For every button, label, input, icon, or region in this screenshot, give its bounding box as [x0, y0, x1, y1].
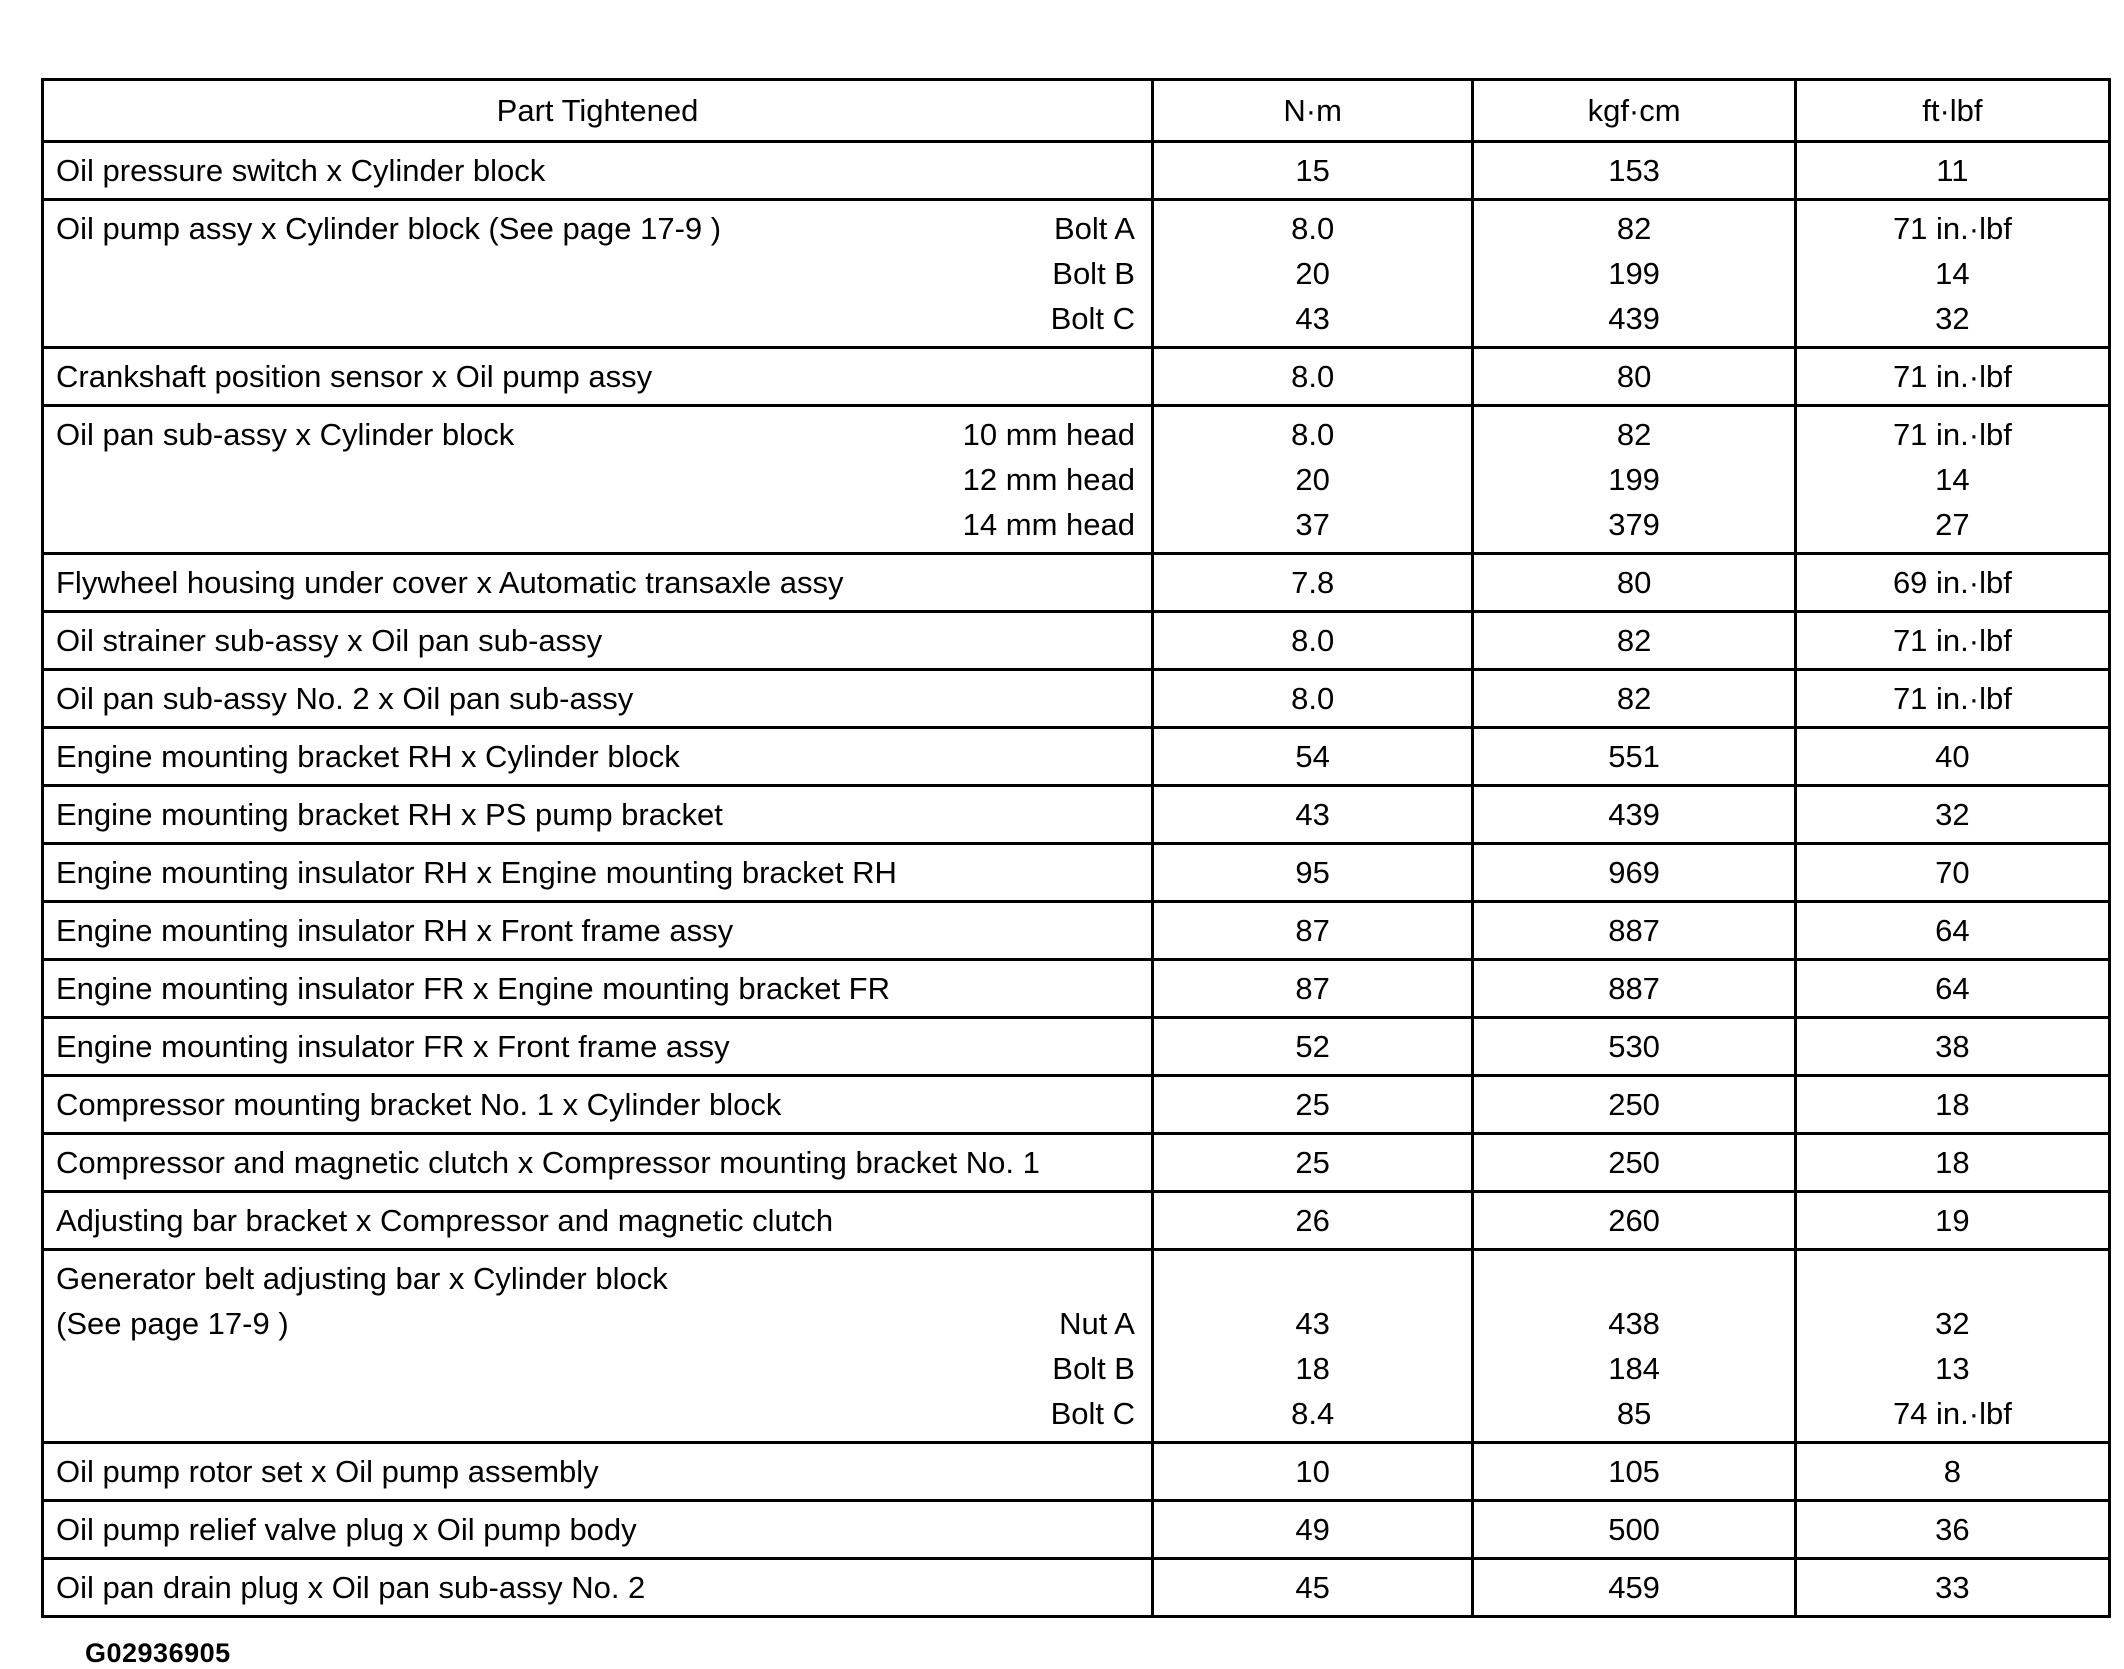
part-tightened-cell — [43, 142, 1153, 200]
part-name: Oil pressure switch x Cylinder block — [56, 153, 546, 188]
torque-value: 43 — [1295, 797, 1330, 832]
part-line — [56, 1507, 1135, 1552]
torque-value: 87 — [1295, 913, 1330, 948]
part-tightened-cell — [43, 406, 1153, 554]
value-cell-ftlbf — [1795, 612, 2109, 670]
value-cell-kgfcm — [1473, 728, 1795, 786]
value-cell-nm — [1152, 348, 1472, 406]
value-cell-nm — [1152, 1501, 1472, 1559]
torque-spec-table — [41, 78, 2111, 1618]
part-tightened-cell — [43, 200, 1153, 348]
part-name: Adjusting bar bracket x Compressor and magnetic clutch — [56, 1203, 834, 1238]
torque-value: 379 — [1608, 507, 1660, 542]
part-line — [56, 457, 1135, 502]
part-line — [56, 502, 1135, 547]
part-line — [56, 676, 1135, 721]
torque-value: 530 — [1608, 1029, 1660, 1064]
torque-value: 82 — [1616, 623, 1652, 658]
part-name: Oil pump rotor set x Oil pump assembly — [56, 1454, 599, 1489]
torque-value: 969 — [1608, 855, 1660, 890]
torque-value: 36 — [1935, 1512, 1970, 1547]
value-cell-nm — [1152, 960, 1472, 1018]
torque-value: 439 — [1608, 301, 1660, 336]
part-line — [56, 1140, 1135, 1185]
part-line — [56, 1346, 1135, 1391]
value-cell-kgfcm — [1473, 1250, 1795, 1443]
column-header-kgfcm: kgf·cm — [1473, 80, 1795, 142]
torque-value: 71 in.·lbf — [1892, 681, 2012, 716]
torque-value: 8.0 — [1291, 681, 1335, 716]
value-cell-ftlbf — [1795, 1501, 2109, 1559]
part-name: Flywheel housing under cover x Automatic transaxle assy — [56, 565, 844, 600]
table-row — [43, 1559, 2110, 1617]
table-row — [43, 1501, 2110, 1559]
table-row — [43, 1250, 2110, 1443]
torque-value: 82 — [1616, 681, 1652, 716]
part-line — [56, 908, 1135, 953]
part-name: Crankshaft position sensor x Oil pump assy — [56, 359, 653, 394]
value-cell-nm — [1152, 554, 1472, 612]
value-cell-kgfcm — [1473, 348, 1795, 406]
value-cell-ftlbf — [1795, 142, 2109, 200]
table-row — [43, 1018, 2110, 1076]
torque-value: 82 — [1616, 417, 1652, 452]
torque-value: 80 — [1616, 565, 1652, 600]
part-tightened-cell — [43, 1018, 1153, 1076]
part-name: (See page 17-9 ) — [56, 1306, 289, 1341]
table-row — [43, 670, 2110, 728]
part-tightened-cell — [43, 1250, 1153, 1443]
torque-value: 69 in.·lbf — [1892, 565, 2012, 600]
part-line — [56, 560, 1135, 605]
value-cell-ftlbf — [1795, 1134, 2109, 1192]
torque-value: 33 — [1935, 1570, 1970, 1605]
value-cell-ftlbf — [1795, 1076, 2109, 1134]
torque-value: 459 — [1608, 1570, 1660, 1605]
torque-value: 26 — [1295, 1203, 1330, 1238]
part-tightened-cell — [43, 1501, 1153, 1559]
value-cell-kgfcm — [1473, 1501, 1795, 1559]
value-cell-nm — [1152, 142, 1472, 200]
part-name: Oil strainer sub-assy x Oil pan sub-assy — [56, 623, 603, 658]
fastener-sub-label: 12 mm head — [962, 462, 1135, 497]
column-header-nm: N·m — [1152, 80, 1472, 142]
value-cell-nm — [1152, 406, 1472, 554]
part-line — [56, 251, 1135, 296]
torque-value: 18 — [1295, 1351, 1330, 1386]
table-row — [43, 200, 2110, 348]
part-name: Engine mounting bracket RH x PS pump bracket — [56, 797, 723, 832]
fastener-sub-label: 14 mm head — [962, 507, 1135, 542]
torque-value: 250 — [1608, 1145, 1660, 1180]
torque-value: 71 in.·lbf — [1892, 623, 2012, 658]
torque-value: 14 — [1935, 256, 1970, 291]
value-cell-nm — [1152, 844, 1472, 902]
part-name: Engine mounting insulator RH x Engine mounting bracket RH — [56, 855, 897, 890]
torque-value: 7.8 — [1291, 565, 1335, 600]
torque-value: 439 — [1608, 797, 1660, 832]
fastener-sub-label: Bolt A — [1053, 211, 1135, 246]
torque-value: 74 in.·lbf — [1892, 1396, 2012, 1431]
value-cell-kgfcm — [1473, 1134, 1795, 1192]
value-cell-ftlbf — [1795, 554, 2109, 612]
part-name: Oil pan sub-assy No. 2 x Oil pan sub-assy — [56, 681, 634, 716]
table-row — [43, 348, 2110, 406]
part-name: Oil pan drain plug x Oil pan sub-assy No. 2 — [56, 1570, 646, 1605]
value-cell-kgfcm — [1473, 1018, 1795, 1076]
part-line — [56, 354, 1135, 399]
part-name: Compressor mounting bracket No. 1 x Cylinder block — [56, 1087, 782, 1122]
torque-value: 95 — [1295, 855, 1330, 890]
value-cell-ftlbf — [1795, 728, 2109, 786]
torque-value: 52 — [1295, 1029, 1330, 1064]
torque-value: 38 — [1935, 1029, 1970, 1064]
value-cell-ftlbf — [1795, 406, 2109, 554]
torque-value: 54 — [1295, 739, 1330, 774]
table-header-row — [43, 80, 2110, 142]
torque-value: 32 — [1935, 1306, 1970, 1341]
fastener-sub-label: Bolt C — [1050, 301, 1135, 336]
value-cell-nm — [1152, 1559, 1472, 1617]
value-cell-kgfcm — [1473, 902, 1795, 960]
torque-value: 25 — [1295, 1087, 1330, 1122]
torque-value: 32 — [1935, 797, 1970, 832]
table-row — [43, 844, 2110, 902]
torque-value: 887 — [1608, 913, 1660, 948]
fastener-sub-label: 10 mm head — [962, 417, 1135, 452]
part-line — [56, 1256, 1135, 1301]
value-cell-nm — [1152, 1018, 1472, 1076]
torque-value: 10 — [1295, 1454, 1330, 1489]
torque-value: 49 — [1295, 1512, 1330, 1547]
part-tightened-cell — [43, 960, 1153, 1018]
torque-value: 8.0 — [1291, 211, 1335, 246]
value-cell-kgfcm — [1473, 612, 1795, 670]
torque-value: 32 — [1935, 301, 1970, 336]
torque-value: 105 — [1608, 1454, 1660, 1489]
torque-value: 80 — [1616, 359, 1652, 394]
part-line — [56, 618, 1135, 663]
value-cell-nm — [1152, 786, 1472, 844]
part-line — [56, 1391, 1135, 1436]
value-cell-ftlbf — [1795, 1443, 2109, 1501]
part-tightened-cell — [43, 1076, 1153, 1134]
part-name: Oil pump relief valve plug x Oil pump body — [56, 1512, 637, 1547]
torque-value: 8.0 — [1291, 417, 1335, 452]
torque-value: 18 — [1935, 1145, 1970, 1180]
value-cell-ftlbf — [1795, 844, 2109, 902]
part-tightened-cell — [43, 1559, 1153, 1617]
torque-value: 64 — [1935, 971, 1970, 1006]
torque-value: 71 in.·lbf — [1892, 417, 2012, 452]
table-row — [43, 1443, 2110, 1501]
value-cell-nm — [1152, 200, 1472, 348]
part-name: Engine mounting insulator FR x Front frame assy — [56, 1029, 730, 1064]
part-tightened-cell — [43, 670, 1153, 728]
part-tightened-cell — [43, 786, 1153, 844]
torque-value: 37 — [1295, 507, 1330, 542]
value-cell-kgfcm — [1473, 554, 1795, 612]
torque-value: 8.0 — [1291, 359, 1335, 394]
part-tightened-cell — [43, 1443, 1153, 1501]
torque-value: 551 — [1608, 739, 1660, 774]
torque-value — [1805, 1256, 2100, 1301]
part-line — [56, 792, 1135, 837]
value-cell-ftlbf — [1795, 1192, 2109, 1250]
torque-value: 500 — [1608, 1512, 1660, 1547]
torque-value: 25 — [1295, 1145, 1330, 1180]
value-cell-nm — [1152, 728, 1472, 786]
torque-value: 27 — [1935, 507, 1970, 542]
part-line — [56, 412, 1135, 457]
value-cell-kgfcm — [1473, 1443, 1795, 1501]
part-name: Compressor and magnetic clutch x Compressor mounting bracket No. 1 — [56, 1145, 1040, 1180]
value-cell-ftlbf — [1795, 200, 2109, 348]
part-name: Engine mounting insulator FR x Engine mounting bracket FR — [56, 971, 890, 1006]
value-cell-nm — [1152, 902, 1472, 960]
value-cell-nm — [1152, 1443, 1472, 1501]
fastener-sub-label: Bolt B — [1052, 1351, 1135, 1386]
part-line — [56, 1198, 1135, 1243]
part-line — [56, 296, 1135, 341]
value-cell-kgfcm — [1473, 1559, 1795, 1617]
part-line — [56, 148, 1135, 193]
value-cell-ftlbf — [1795, 348, 2109, 406]
torque-value: 64 — [1935, 913, 1970, 948]
torque-value: 15 — [1295, 153, 1330, 188]
part-name: Oil pan sub-assy x Cylinder block — [56, 417, 515, 452]
torque-value: 20 — [1295, 256, 1330, 291]
value-cell-kgfcm — [1473, 844, 1795, 902]
torque-value: 45 — [1295, 1570, 1330, 1605]
fastener-sub-label: Bolt B — [1052, 256, 1135, 291]
torque-table-body — [43, 142, 2110, 1617]
part-line — [56, 734, 1135, 779]
fastener-sub-label: Nut A — [1059, 1306, 1135, 1341]
torque-value: 14 — [1935, 462, 1970, 497]
part-name: Oil pump assy x Cylinder block (See page 17-9 ) — [56, 211, 722, 246]
figure-code: G02936905 — [85, 1638, 231, 1668]
torque-value: 82 — [1616, 211, 1652, 246]
torque-value: 260 — [1608, 1203, 1660, 1238]
torque-value: 438 — [1608, 1306, 1660, 1341]
value-cell-nm — [1152, 1192, 1472, 1250]
value-cell-nm — [1152, 1250, 1472, 1443]
part-name: Engine mounting bracket RH x Cylinder block — [56, 739, 680, 774]
value-cell-nm — [1152, 612, 1472, 670]
torque-value: 8.0 — [1291, 623, 1335, 658]
torque-value: 85 — [1616, 1396, 1652, 1431]
value-cell-ftlbf — [1795, 902, 2109, 960]
part-tightened-cell — [43, 554, 1153, 612]
torque-value — [1482, 1256, 1785, 1301]
table-row — [43, 786, 2110, 844]
table-row — [43, 406, 2110, 554]
part-tightened-cell — [43, 612, 1153, 670]
value-cell-ftlbf — [1795, 1250, 2109, 1443]
torque-value: 87 — [1295, 971, 1330, 1006]
table-row — [43, 142, 2110, 200]
value-cell-ftlbf — [1795, 1018, 2109, 1076]
value-cell-nm — [1152, 1134, 1472, 1192]
table-row — [43, 902, 2110, 960]
part-line — [56, 966, 1135, 1011]
torque-value: 153 — [1608, 153, 1660, 188]
torque-value: 43 — [1295, 301, 1330, 336]
torque-value — [1162, 1256, 1463, 1301]
part-tightened-cell — [43, 728, 1153, 786]
part-line — [56, 1024, 1135, 1069]
torque-value: 11 — [1936, 153, 1969, 188]
value-cell-kgfcm — [1473, 670, 1795, 728]
table-row — [43, 1192, 2110, 1250]
value-cell-kgfcm — [1473, 142, 1795, 200]
document-page — [41, 78, 2111, 1668]
torque-value: 20 — [1295, 462, 1330, 497]
torque-value: 70 — [1935, 855, 1970, 890]
torque-value: 40 — [1935, 739, 1970, 774]
table-row — [43, 612, 2110, 670]
part-line — [56, 1565, 1135, 1610]
value-cell-ftlbf — [1795, 786, 2109, 844]
torque-value: 43 — [1295, 1306, 1330, 1341]
torque-value: 199 — [1608, 462, 1660, 497]
part-tightened-cell — [43, 1192, 1153, 1250]
value-cell-kgfcm — [1473, 786, 1795, 844]
torque-value: 250 — [1608, 1087, 1660, 1122]
torque-value: 8.4 — [1291, 1396, 1335, 1431]
torque-value: 184 — [1608, 1351, 1660, 1386]
value-cell-kgfcm — [1473, 1192, 1795, 1250]
torque-value: 887 — [1608, 971, 1660, 1006]
fastener-sub-label: Bolt C — [1050, 1396, 1135, 1431]
value-cell-kgfcm — [1473, 406, 1795, 554]
value-cell-kgfcm — [1473, 1076, 1795, 1134]
torque-value: 19 — [1935, 1203, 1970, 1238]
value-cell-ftlbf — [1795, 960, 2109, 1018]
value-cell-ftlbf — [1795, 1559, 2109, 1617]
part-line — [56, 206, 1135, 251]
part-line — [56, 850, 1135, 895]
part-tightened-cell — [43, 844, 1153, 902]
table-row — [43, 554, 2110, 612]
part-tightened-cell — [43, 348, 1153, 406]
part-line — [56, 1082, 1135, 1127]
value-cell-kgfcm — [1473, 200, 1795, 348]
table-row — [43, 960, 2110, 1018]
torque-value: 18 — [1935, 1087, 1970, 1122]
torque-value: 71 in.·lbf — [1892, 359, 2012, 394]
part-line — [56, 1301, 1135, 1346]
value-cell-nm — [1152, 670, 1472, 728]
torque-value: 199 — [1608, 256, 1660, 291]
torque-value: 13 — [1935, 1351, 1970, 1386]
torque-value: 8 — [1943, 1454, 1962, 1489]
part-tightened-cell — [43, 1134, 1153, 1192]
part-name: Engine mounting insulator RH x Front frame assy — [56, 913, 734, 948]
torque-value: 71 in.·lbf — [1892, 211, 2012, 246]
part-tightened-cell — [43, 902, 1153, 960]
value-cell-nm — [1152, 1076, 1472, 1134]
table-row — [43, 1134, 2110, 1192]
value-cell-ftlbf — [1795, 670, 2109, 728]
column-header-part-tightened: Part Tightened — [43, 80, 1153, 142]
value-cell-kgfcm — [1473, 960, 1795, 1018]
part-name: Generator belt adjusting bar x Cylinder block — [56, 1261, 668, 1296]
table-row — [43, 1076, 2110, 1134]
column-header-ftlbf: ft·lbf — [1795, 80, 2109, 142]
part-line — [56, 1449, 1135, 1494]
table-row — [43, 728, 2110, 786]
